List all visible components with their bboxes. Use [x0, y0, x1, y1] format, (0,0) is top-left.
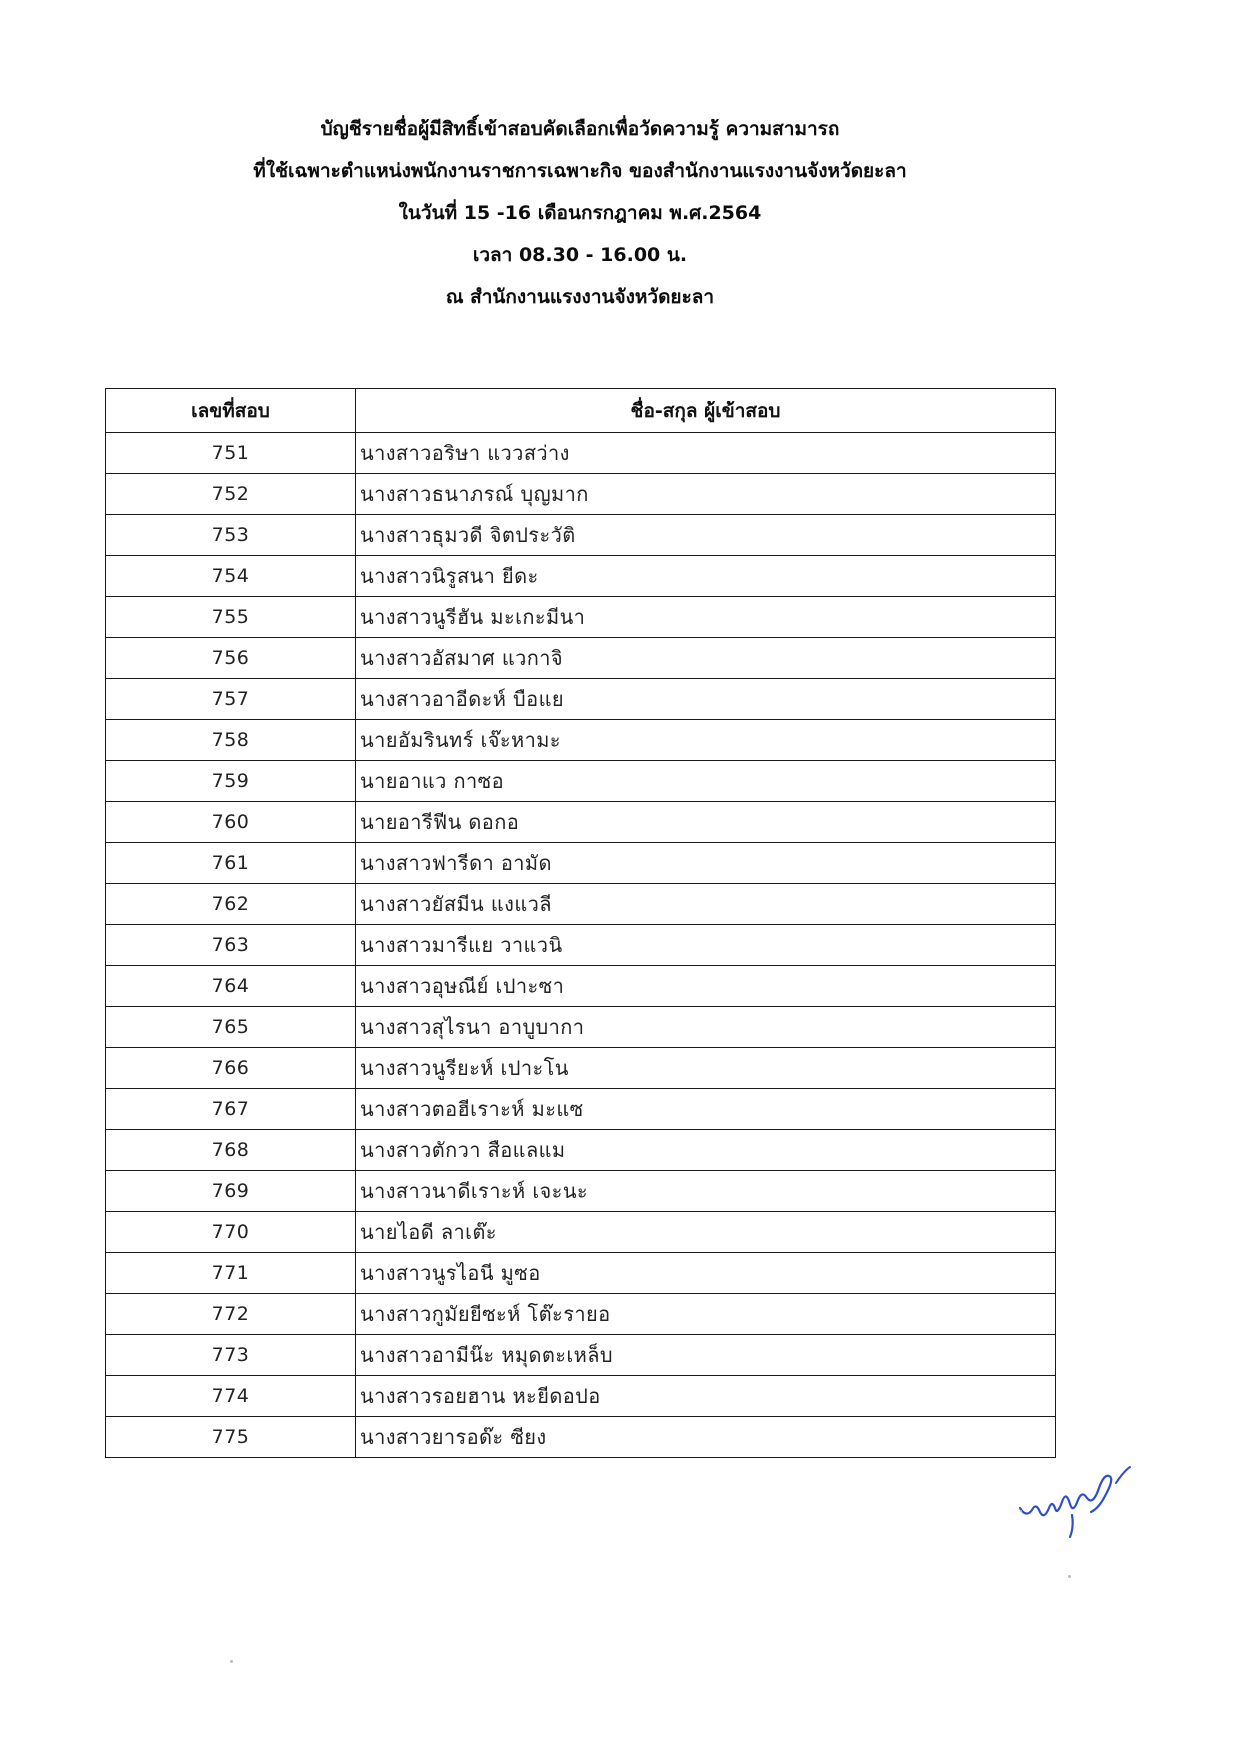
exam-number-cell: 754 — [106, 556, 356, 597]
exam-number-cell: 765 — [106, 1007, 356, 1048]
candidate-name-cell: นางสาวสุไรนา อาบูบากา — [356, 1007, 1056, 1048]
candidate-name-cell: นางสาวฟารีดา อามัด — [356, 843, 1056, 884]
candidate-table — [105, 388, 1056, 1458]
candidate-name-cell: นายไอดี ลาเต๊ะ — [356, 1212, 1056, 1253]
exam-number-cell: 774 — [106, 1376, 356, 1417]
candidate-name-cell: นางสาวนูรีฮัน มะเกะมีนา — [356, 597, 1056, 638]
table-row — [106, 1417, 1056, 1458]
header-candidate-name: ชื่อ-สกุล ผู้เข้าสอบ — [356, 389, 1056, 433]
header-exam-number: เลขที่สอบ — [106, 389, 356, 433]
candidate-name-cell: นางสาวยารอด๊ะ ซียง — [356, 1417, 1056, 1458]
table-row — [106, 1376, 1056, 1417]
candidate-name-cell: นางสาวธุมวดี จิตประวัติ — [356, 515, 1056, 556]
candidate-name-cell: นางสาวอาอีดะห์ บือแย — [356, 679, 1056, 720]
table-body — [106, 433, 1056, 1458]
table-row — [106, 556, 1056, 597]
exam-number-cell: 752 — [106, 474, 356, 515]
exam-number-cell: 773 — [106, 1335, 356, 1376]
heading-line-2: ที่ใช้เฉพาะตำแหน่งพนักงานราชการเฉพาะกิจ ของสำนักงานแรงงานจังหวัดยะลา — [253, 160, 907, 182]
table-row — [106, 843, 1056, 884]
table-row — [106, 1212, 1056, 1253]
candidate-name-cell: นางสาวตอฮีเราะห์ มะแซ — [356, 1089, 1056, 1130]
candidate-name-cell: นางสาวนาดีเราะห์ เจะนะ — [356, 1171, 1056, 1212]
exam-number-cell: 757 — [106, 679, 356, 720]
table-row — [106, 433, 1056, 474]
candidate-name-cell: นางสาวอุษณีย์ เปาะซา — [356, 966, 1056, 1007]
table-row — [106, 761, 1056, 802]
table-row — [106, 966, 1056, 1007]
exam-number-cell: 766 — [106, 1048, 356, 1089]
candidate-name-cell: นางสาวมารีแย วาแวนิ — [356, 925, 1056, 966]
exam-number-cell: 767 — [106, 1089, 356, 1130]
exam-number-cell: 753 — [106, 515, 356, 556]
exam-number-cell: 764 — [106, 966, 356, 1007]
candidate-name-cell: นายอัมรินทร์ เจ๊ะหามะ — [356, 720, 1056, 761]
exam-number-cell: 771 — [106, 1253, 356, 1294]
candidate-name-cell: นางสาวยัสมีน แงแวลี — [356, 884, 1056, 925]
exam-number-cell: 759 — [106, 761, 356, 802]
scan-speck — [1068, 1575, 1071, 1578]
heading-line-3: ในวันที่ 15 -16 เดือนกรกฎาคม พ.ศ.2564 — [398, 202, 762, 224]
exam-number-cell: 755 — [106, 597, 356, 638]
candidate-name-cell: นางสาวนิรูสนา ยีดะ — [356, 556, 1056, 597]
scan-speck — [230, 1660, 233, 1663]
exam-number-cell: 772 — [106, 1294, 356, 1335]
table-header-row — [106, 389, 1056, 433]
exam-number-cell: 762 — [106, 884, 356, 925]
heading-line-1: บัญชีรายชื่อผู้มีสิทธิ์เข้าสอบคัดเลือกเพื่อวัดความรู้ ความสามารถ — [320, 118, 840, 140]
table-row — [106, 515, 1056, 556]
table-row — [106, 1089, 1056, 1130]
exam-number-cell: 760 — [106, 802, 356, 843]
table-row — [106, 1294, 1056, 1335]
heading-line-4: เวลา 08.30 - 16.00 น. — [472, 244, 688, 266]
exam-number-cell: 763 — [106, 925, 356, 966]
document-heading — [0, 108, 1160, 318]
table-row — [106, 1130, 1056, 1171]
signature-icon — [1012, 1463, 1137, 1538]
scan-speck — [1020, 1510, 1022, 1512]
candidate-name-cell: นางสาวธนาภรณ์ บุญมาก — [356, 474, 1056, 515]
table-row — [106, 1171, 1056, 1212]
table-row — [106, 1048, 1056, 1089]
candidate-name-cell: นายอาแว กาซอ — [356, 761, 1056, 802]
candidate-name-cell: นางสาวรอยฮาน หะยีดอปอ — [356, 1376, 1056, 1417]
table-row — [106, 720, 1056, 761]
table-row — [106, 474, 1056, 515]
table-row — [106, 597, 1056, 638]
candidate-name-cell: นางสาวกูมัยยีซะห์ โต๊ะรายอ — [356, 1294, 1056, 1335]
candidate-name-cell: นางสาวอามีน๊ะ หมุดตะเหล็บ — [356, 1335, 1056, 1376]
exam-number-cell: 769 — [106, 1171, 356, 1212]
candidate-name-cell: นายอารีฟีน ดอกอ — [356, 802, 1056, 843]
exam-number-cell: 761 — [106, 843, 356, 884]
table-row — [106, 1335, 1056, 1376]
exam-number-cell: 758 — [106, 720, 356, 761]
exam-number-cell: 768 — [106, 1130, 356, 1171]
exam-number-cell: 756 — [106, 638, 356, 679]
exam-number-cell: 775 — [106, 1417, 356, 1458]
table-row — [106, 1253, 1056, 1294]
table-row — [106, 1007, 1056, 1048]
table-row — [106, 679, 1056, 720]
candidate-name-cell: นางสาวอัสมาศ แวกาจิ — [356, 638, 1056, 679]
candidate-name-cell: นางสาวนูรียะห์ เปาะโน — [356, 1048, 1056, 1089]
candidate-name-cell: นางสาวอริษา แววสว่าง — [356, 433, 1056, 474]
table-row — [106, 925, 1056, 966]
table-row — [106, 884, 1056, 925]
exam-number-cell: 770 — [106, 1212, 356, 1253]
candidate-name-cell: นางสาวนูรไอนี มูซอ — [356, 1253, 1056, 1294]
heading-line-5: ณ สำนักงานแรงงานจังหวัดยะลา — [445, 286, 715, 308]
table-row — [106, 802, 1056, 843]
exam-number-cell: 751 — [106, 433, 356, 474]
table-row — [106, 638, 1056, 679]
candidate-name-cell: นางสาวตักวา สือแลแม — [356, 1130, 1056, 1171]
